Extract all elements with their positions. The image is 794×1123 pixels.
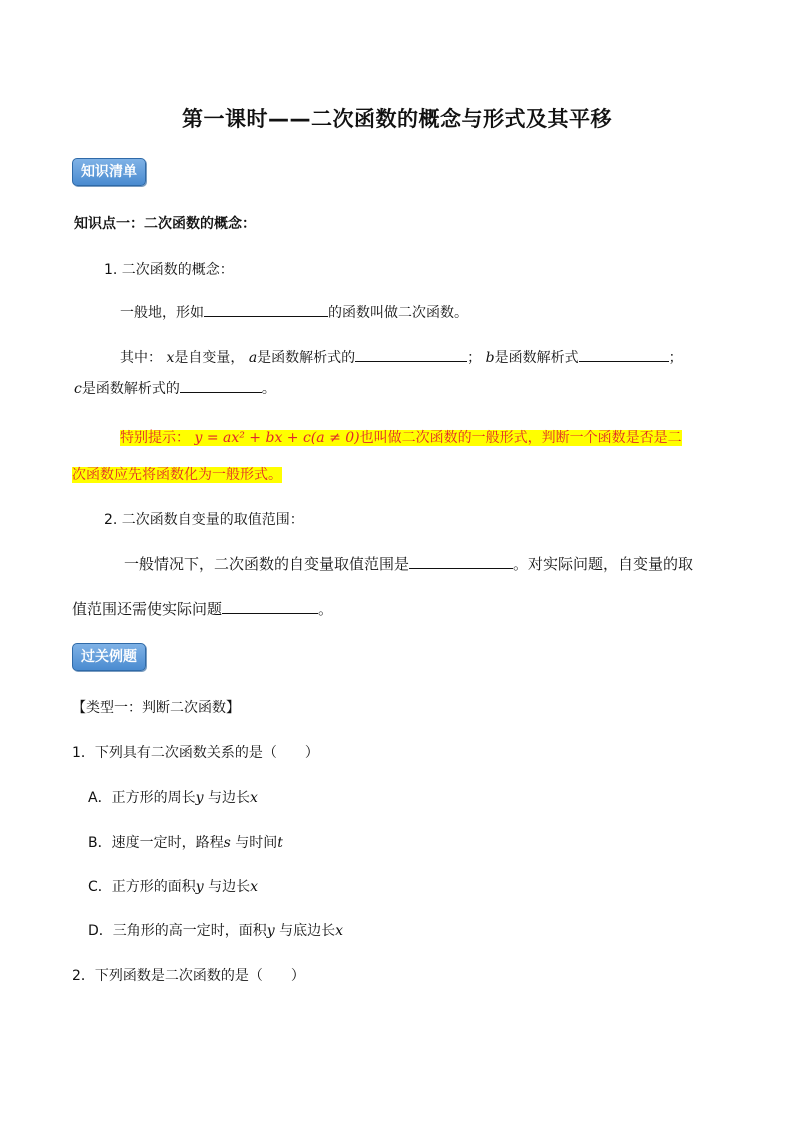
tip-label: 特别提示： — [120, 430, 190, 446]
variable-b: b — [485, 350, 495, 366]
tip-formula: y = ax² + bx + c(a ≠ 0) — [194, 430, 360, 446]
text-segment: 一般地，形如 — [120, 305, 204, 321]
option-text: 与边长 — [207, 790, 250, 806]
section-badge-label: 过关例题 — [72, 643, 146, 671]
option-text: 与底边长 — [279, 923, 336, 939]
page-title: 第一课时——二次函数的概念与形式及其平移 — [182, 107, 612, 131]
text-segment: 。对实际问题，自变量的取 — [513, 555, 694, 573]
question-2-stem: 2．下列函数是二次函数的是（ ） — [72, 968, 305, 984]
option-text: 与时间 — [235, 835, 278, 851]
text-segment: 一般情况下，二次函数的自变量取值范围是 — [124, 555, 410, 573]
item1-terms-line — [120, 347, 683, 367]
variable: y — [266, 923, 275, 939]
variable: x — [335, 923, 344, 939]
variable-x: x — [166, 350, 175, 366]
text-segment: 。 — [318, 600, 334, 618]
variable-c: c — [74, 381, 82, 397]
section-badge-knowledge — [72, 158, 146, 186]
tip-text: 也叫做二次函数的一般形式，判断一个函数是否是二 — [359, 430, 682, 446]
option-text: A．正方形的周长 — [88, 790, 196, 806]
text-segment: 是自变量， — [174, 350, 245, 366]
knowledge-point-title: 知识点一：二次函数的概念： — [74, 216, 256, 232]
text-segment: 值范围还需使实际问题 — [72, 600, 223, 618]
fill-blank[interactable] — [204, 302, 328, 317]
variable: x — [250, 879, 259, 895]
text-segment: 其中： — [120, 350, 162, 366]
fill-blank[interactable] — [222, 599, 318, 614]
option-text: C．正方形的面积 — [88, 879, 196, 895]
variable-a: a — [248, 350, 258, 366]
tip-line-2 — [72, 464, 282, 484]
text-segment: 是函数解析式 — [494, 350, 579, 366]
item2-range-line — [124, 553, 693, 574]
item2-label: 2. 二次函数自变量的取值范围： — [104, 512, 304, 528]
question-1-option-d[interactable] — [88, 920, 343, 940]
variable: x — [249, 790, 258, 806]
option-text: 与边长 — [208, 879, 251, 895]
section-badge-label: 知识清单 — [72, 158, 146, 186]
text-segment: 是函数解析式的 — [81, 381, 180, 397]
item2-practical-line — [72, 598, 333, 619]
option-text: B．速度一定时，路程 — [88, 835, 224, 851]
item1-label: 1. 二次函数的概念： — [104, 262, 234, 278]
fill-blank[interactable] — [409, 554, 513, 569]
tip-line-1 — [120, 427, 682, 447]
variable: y — [195, 879, 204, 895]
variable: y — [195, 790, 204, 806]
question-1-option-a[interactable] — [88, 787, 258, 807]
variable: s — [223, 835, 231, 851]
text-segment: ； — [668, 350, 683, 366]
type-heading: 【类型一：判断二次函数】 — [72, 700, 240, 716]
text-segment: 是函数解析式的 — [257, 350, 356, 366]
option-text: D．三角形的高一定时，面积 — [88, 923, 267, 939]
section-badge-examples — [72, 643, 146, 671]
question-1-option-c[interactable] — [88, 876, 258, 896]
fill-blank[interactable] — [579, 347, 669, 362]
fill-blank[interactable] — [180, 378, 262, 393]
text-segment: 。 — [261, 381, 276, 397]
tip-highlight: 次函数应先将函数化为一般形式。 — [72, 467, 282, 483]
text-segment: ； — [467, 350, 482, 366]
fill-blank[interactable] — [355, 347, 467, 362]
item1-definition-line — [120, 302, 468, 322]
text-segment: 的函数叫做二次函数。 — [328, 305, 468, 321]
question-1-stem: 1．下列具有二次函数关系的是（ ） — [72, 745, 319, 761]
item1-constant-line — [74, 378, 276, 398]
tip-highlight — [120, 430, 682, 446]
question-1-option-b[interactable] — [88, 832, 283, 852]
variable: t — [277, 835, 283, 851]
